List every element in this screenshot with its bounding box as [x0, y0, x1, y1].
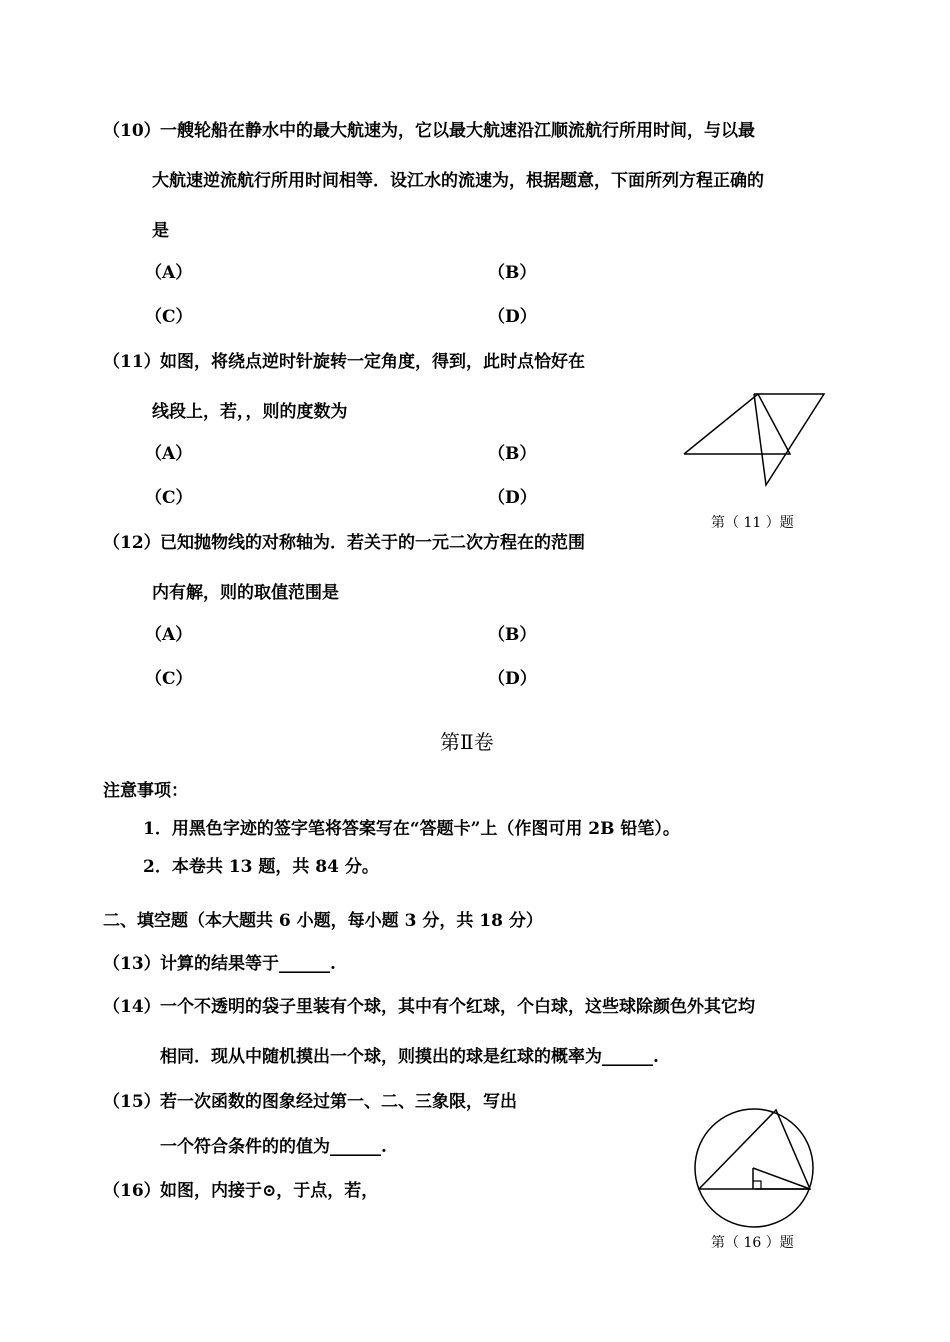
q16-number: （16） [103, 1181, 161, 1201]
q10-text-line2: 大航速逆流航行所用时间相等．设江水的流速为，根据题意，下面所列方程正确的 [152, 171, 764, 191]
q16-right-angle-mark [753, 1181, 761, 1189]
q16-figure-caption: 第（ 16 ）题 [711, 1235, 794, 1251]
q11-figure [680, 390, 830, 490]
q14-number: （14） [103, 997, 161, 1017]
q15-text-line2: 一个符合条件的的值为______. [160, 1137, 387, 1157]
q10-text-line1: 一艘轮船在静水中的最大航速为，它以最大航速沿江顺流航行所用时间，与以最 [160, 121, 755, 141]
q12-option-a: （A） [145, 625, 193, 645]
q10-option-d: （D） [488, 307, 537, 327]
q15-text-line1: 若一次函数的图象经过第一、二、三象限，写出 [160, 1092, 517, 1112]
notice-heading: 注意事项： [103, 781, 188, 801]
q10-text-line3: 是 [152, 221, 169, 241]
q11-option-d: （D） [488, 488, 537, 508]
q12-number: （12） [103, 533, 161, 553]
q11-figure-caption: 第（ 11 ）题 [711, 515, 794, 531]
q10-option-a: （A） [145, 263, 193, 283]
q11-text-line1: 如图，将绕点逆时针旋转一定角度，得到，此时点恰好在 [160, 352, 585, 372]
q14-text-line2: 相同．现从中随机摸出一个球，则摸出的球是红球的概率为______. [160, 1047, 659, 1067]
q14-text-line1: 一个不透明的袋子里装有个球，其中有个红球，个白球，这些球除颜色外其它均 [160, 997, 755, 1017]
q11-triangle-left [684, 394, 790, 454]
q12-text-line1: 已知抛物线的对称轴为．若关于的一元二次方程在的范围 [160, 533, 585, 553]
notice-item-1: 1．用黑色字迹的签字笔将答案写在“答题卡”上（作图可用 2B 铅笔）。 [143, 819, 680, 839]
q12-option-d: （D） [488, 669, 537, 689]
q12-option-b: （B） [488, 625, 537, 645]
q10-option-b: （B） [488, 263, 537, 283]
q10-option-c: （C） [145, 307, 193, 327]
q11-option-a: （A） [145, 444, 193, 464]
q16-figure [690, 1104, 820, 1234]
section2-heading: 二、填空题（本大题共 6 小题，每小题 3 分，共 18 分） [103, 911, 543, 931]
q11-option-c: （C） [145, 488, 193, 508]
q12-option-c: （C） [145, 669, 193, 689]
q16-triangle [699, 1110, 810, 1189]
q13-text: 计算的结果等于______. [160, 954, 336, 974]
q11-number: （11） [103, 352, 161, 372]
q10-number: （10） [103, 121, 161, 141]
q16-text-line1: 如图，内接于⊙，于点，若， [160, 1181, 379, 1201]
q11-text-line2: 线段上，若，，则的度数为 [152, 402, 348, 422]
notice-item-2: 2．本卷共 13 题，共 84 分。 [143, 857, 379, 877]
part2-title: 第Ⅱ卷 [440, 730, 494, 754]
q11-option-b: （B） [488, 444, 537, 464]
q12-text-line2: 内有解，则的取值范围是 [152, 583, 339, 603]
q15-number: （15） [103, 1092, 161, 1112]
q13-number: （13） [103, 954, 161, 974]
